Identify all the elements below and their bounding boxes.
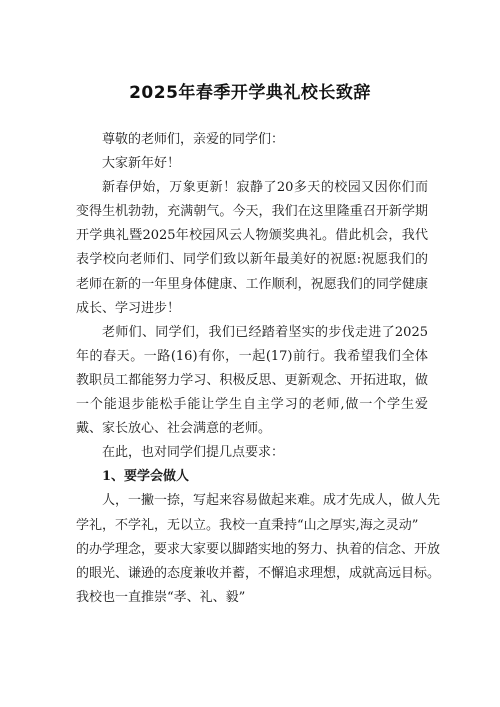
new-year-paragraph: 大家新年好！ (102, 156, 181, 172)
section-paragraph-line: 人，一撇一捺，写起来容易做起来难。成才先成人，做人先 (102, 493, 441, 509)
section-paragraph-line: 的眼光、谦逊的态度兼收并蓄，不懈追求理想，成就高远目标。 (76, 565, 441, 581)
greeting-paragraph: 尊敬的老师们，亲爱的同学们： (102, 132, 285, 147)
section-paragraph-line: 的办学理念，要求大家要以脚踏实地的努力、执着的信念、开放 (76, 541, 441, 557)
section-heading-learn-to-be-human: 1、要学会做人 (102, 469, 190, 485)
requirements-intro-paragraph: 在此，也对同学们提几点要求： (102, 445, 285, 461)
section-paragraph-line: 学礼，不学礼，无以立。我校一直秉持“山之厚实,海之灵动” (76, 517, 419, 533)
section-paragraph-continued (76, 514, 441, 610)
opening-paragraph: 新春伊始，万象更新！寂静了20多天的校园又因你们而变得生机勃勃，充满朝气。今天，我们在这里隆重召开新学期开学典礼暨2025年校园风云人物颁奖典礼。借此机会，我代表学校向老师们、同学们致以新年最美好的祝愿:祝愿我们的老师在新的一年里身体健康、工作顺利，祝愿我们的同学健康成长、学习进步！ (76, 180, 428, 316)
document-title: 2025年春季开学典礼校长致辞 (129, 83, 371, 103)
teachers-paragraph: 老师们、同学们，我们已经踏着坚实的步伐走进了2025年的春天。一路(16)有你，一起(17)前行。我希望我们全体教职员工都能努力学习、积极反思、更新观念、开拓进取，做一个能退步能松手能让学生自主学习的老师,做一个学生爱戴、家长放心、社会满意的老师。 (76, 324, 428, 437)
section-paragraph (76, 489, 441, 513)
document-body (76, 128, 441, 610)
section-paragraph-line: 我校也一直推崇“孝、礼、毅” (76, 589, 246, 605)
